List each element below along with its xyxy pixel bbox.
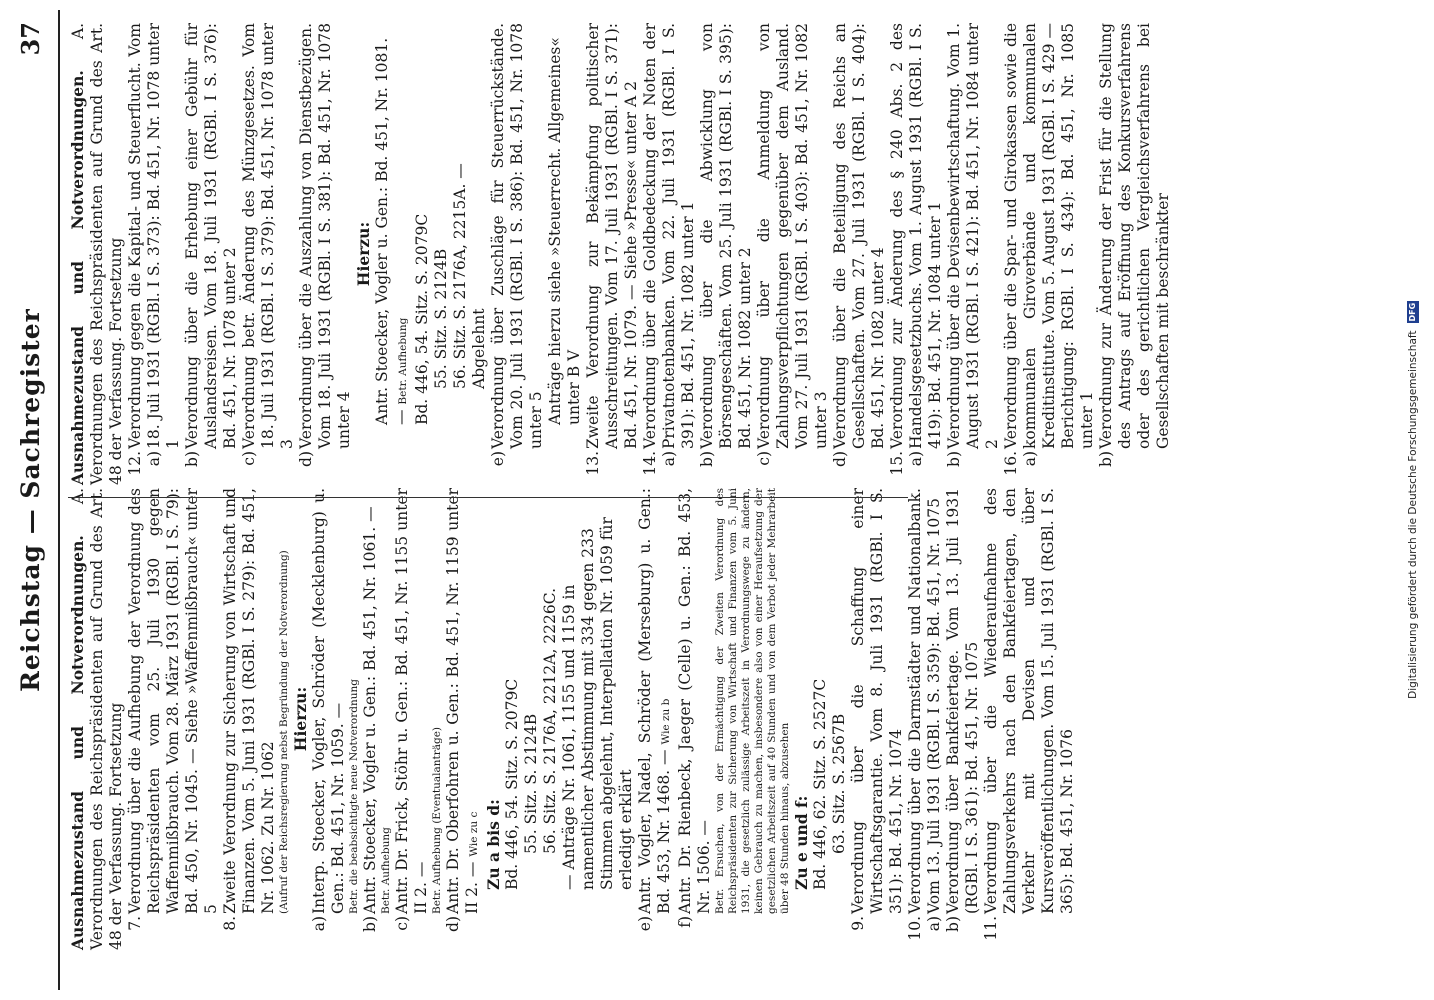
index-entry [297, 23, 354, 485]
entry-letter: e) [489, 451, 507, 467]
entry-letter: c) [393, 916, 411, 931]
hierzu-label: Hierzu: [354, 221, 373, 287]
session-reference: 55. Sitz. S. 2124B [522, 713, 540, 854]
entry-text: Verordnung über die Spar- und Girokassen sowie die kommunalen Giroverbände und kommunalen Kreditinstitute. Vom 5. August 1931 (RGBl. I S. 429 — Berichtigung: RGBl. I S. 434): Bd. 451, Nr. 1085 unter 1 [1002, 23, 1096, 449]
index-subentry [310, 488, 361, 950]
entry-text: Verordnung über die Darmstädter und Nationalbank. Vom 13. Juli 1931 (RGBl. I S. 359): Bd. 451, Nr. 1075 [906, 488, 943, 914]
index-entry [240, 23, 297, 485]
index-entry [221, 488, 291, 950]
index-subentry [361, 488, 393, 950]
index-entry [126, 23, 183, 485]
section-title: Ausnahmezustand und Notverordnungen. [68, 70, 87, 485]
entry-number: 15. a) [888, 451, 925, 476]
section-title: Ausnahmezustand und Notverordnungen. [68, 535, 87, 950]
index-entry [698, 23, 755, 485]
entry-note: Wie zu c [468, 811, 480, 857]
session-reference: 56. Sitz. S. 2176A, 2215A. — [451, 163, 469, 389]
hierzu-label: Hierzu: [291, 686, 310, 752]
entry-text: Verordnung über die Auszahlung von Dienstbezügen. Vom 18. Juli 1931 (RGBl. I S. 381): Bd. 451, Nr. 1078 unter 4 [297, 23, 353, 449]
index-entry [888, 23, 945, 485]
index-subentry [676, 488, 792, 950]
entry-number: 14. a) [641, 451, 678, 476]
entry-text: Verordnung über die Devisenbewirtschaftung. Vom 1. August 1931 (RGBl. I S. 421): Bd. 451, Nr. 1084 unter 2 [945, 23, 1001, 449]
index-entry [489, 23, 546, 485]
group-label: Zu a bis d: [484, 799, 503, 890]
credit-text: Digitalisierung gefördert durch die Deutsche Forschungsgemeinschaft [1407, 330, 1419, 699]
index-entry [126, 488, 221, 950]
index-entry [945, 23, 1002, 485]
index-subentry [636, 488, 676, 950]
entry-letter: d) [297, 451, 315, 467]
entry-letter: b) [361, 916, 379, 932]
entry-text: Antr. Vogler, Nadel, Schröder (Merseburg) u. Gen.: Bd. 453, Nr. 1468. — [636, 488, 673, 914]
entry-letter: b) [698, 451, 716, 467]
index-subentry [393, 488, 444, 950]
entry-letter: d) [831, 451, 849, 467]
session-result: — Anträge Nr. 1061, 1155 und 1159 in namentlicher Abstimmung mit 334 gegen 233 Stimmen abgelehnt, Interpellation Nr. 1059 für erledigt erklärt [560, 517, 635, 890]
index-entry [1097, 23, 1173, 485]
session-result: Abgelehnt [470, 308, 488, 389]
entry-text: Verordnung zur Änderung der Frist für die Stellung des Antrags auf Eröffnung des Konkursverfahrens oder des gerichtlichen Vergleichsverfahrens bei Gesellschaften mit beschränkter [1097, 23, 1172, 449]
entry-note: Betr. Aufhebung (Eventualanträge) [431, 726, 443, 914]
motion-reference: Antr. Stoecker, Vogler u. Gen.: Bd. 451, Nr. 1081. — [373, 37, 410, 425]
entry-letter: b) [945, 451, 963, 467]
entry-number: 8. [221, 916, 239, 931]
entry-text: Zweite Verordnung zur Bekämpfung politischer Ausschreitungen. Vom 17. Juli 1931 (RGBl. I S. 371): Bd. 451, Nr. 1079. — Siehe »Presse« unter A 2 [584, 23, 640, 449]
session-reference: Bd. 446, 54. Sitz. S. 2079C [413, 213, 431, 425]
entry-note: Betr. die beabsichtigte neue Notverordnung [348, 679, 360, 914]
entry-text: Verordnung über die Erhebung einer Gebühr für Auslandsreisen. Vom 18. Juli 1931 (RGBl. I S. 376): Bd. 451, Nr. 1078 unter 2 [183, 23, 239, 449]
entry-letter: b) [1097, 451, 1115, 467]
entry-text: Antr. Dr. Frick, Stöhr u. Gen.: Bd. 451, Nr. 1155 unter II 2. — [393, 488, 430, 914]
index-entry [641, 23, 698, 485]
entry-letter: c) [240, 451, 258, 466]
entry-text: Verordnung über die Wiederaufnahme des Zahlungsverkehrs nach den Bankfeiertagen, den Verkehr mit Devisen und über Kursveröffentlichungen. Vom 15. Juli 1931 (RGBl. I S. 365): Bd. 451, Nr. 1076 [982, 488, 1076, 914]
entry-letter: f) [676, 916, 694, 928]
digitization-credit [1407, 0, 1419, 1000]
entry-letter: a) [310, 916, 328, 932]
index-entry [849, 488, 906, 950]
entry-number: 10. a) [906, 916, 943, 941]
entry-text: Interp. Stoecker, Vogler, Schröder (Mecklenburg) u. Gen.: Bd. 451, Nr. 1059. — [310, 488, 347, 914]
entry-number: 12. a) [126, 451, 163, 476]
page-number: 37 [16, 22, 45, 56]
index-subentry [444, 488, 484, 950]
entry-note: Betr. Ersuchen, von der Ermächtigung der Zweiten Verordnung des Reichspräsidenten zur Sicherung von Wirtschaft und Finanzen vom 5. Juni 1931, die gesetzlich zulässige Arbeitszeit in Verordnungswege zu ändern, keinen Gebrauch zu machen, insbesondere also von einer Heraufsetzung der gesetzlichen Arbeitszeit auf 40 Stunden und von dem Verbot jeder Mehrarbeit über 48 Stunden hinaus, abzusehen [714, 488, 791, 914]
entry-text: Verordnung über Zuschläge für Steuerrückstände. Vom 20. Juli 1931 (RGBl. I S. 386): Bd. 451, Nr. 1078 unter 5 [489, 23, 545, 449]
left-column [68, 488, 1077, 950]
index-entry [982, 488, 1077, 950]
entry-text: Verordnung zur Änderung des § 240 Abs. 2 des Handelsgesetzbuchs. Vom 1. August 1931 (RGBl. I S. 419): Bd. 451, Nr. 1084 unter 1 [888, 23, 944, 449]
entry-text: Verordnung gegen die Kapital- und Steuerflucht. Vom 18. Juli 1931 (RGBl. I S. 373): Bd. 451, Nr. 1078 unter 1 [126, 23, 182, 449]
entry-number: 7. [126, 916, 144, 931]
motion-note: Betr. Aufhebung [397, 317, 409, 405]
session-reference: 56. Sitz. S. 2176A, 2212A, 2226C. [541, 588, 559, 854]
cross-reference: Anträge hierzu siehe »Steuerrecht. Allgemeines« unter B V [546, 37, 583, 425]
section-heading [68, 23, 126, 485]
entry-number: 11. [982, 916, 1000, 941]
entry-text: Antr. Dr. Rienbeck, Jaeger (Celle) u. Gen.: Bd. 453, Nr. 1506. — [676, 488, 713, 914]
entry-text: Zweite Verordnung zur Sicherung von Wirtschaft und Finanzen. Vom 5. Juni 1931 (RGBl. I S. 279): Bd. 451, Nr. 1062. Zu Nr. 1062 [221, 488, 277, 914]
entry-note: Wie zu b [660, 698, 672, 745]
index-entry [944, 488, 982, 950]
index-entry [1002, 23, 1097, 485]
entry-text: Verordnung über Bankfeiertage. Vom 13. Juli 1931 (RGBl. I S. 361): Bd. 451, Nr. 1075 [944, 488, 981, 914]
index-entry [183, 23, 240, 485]
entry-number: 13. [584, 451, 602, 476]
motion-text [373, 23, 413, 485]
entry-text: Antr. Dr. Oberfohren u. Gen.: Bd. 451, Nr. 1159 unter II 2. — [444, 488, 481, 914]
section-subtitle: A. Verordnungen des Reichspräsidenten auf Grund des Art. 48 der Verfassung. Fortsetzung [69, 488, 125, 950]
session-reference: Bd. 446, 62. Sitz. S. 2527C [811, 678, 829, 890]
entry-text: Verordnung über die Goldbedeckung der Noten der Privatnotenbanken. Vom 22. Juli 1931 (RGBl. I S. 391): Bd. 451, Nr. 1082 unter 1 [641, 23, 697, 449]
entry-letter: d) [444, 916, 462, 932]
dfg-logo-icon: DFG [1408, 302, 1417, 322]
page-header [0, 0, 60, 1000]
entry-text: Antr. Stoecker, Vogler u. Gen.: Bd. 451, Nr. 1061. — [361, 506, 379, 914]
running-title: Reichstag — Sachregister [16, 308, 45, 692]
entry-letter: e) [636, 916, 654, 932]
entry-letter: b) [183, 451, 201, 467]
section-subtitle: A. Verordnungen des Reichspräsidenten auf Grund des Art. 48 der Verfassung. Fortsetzung [69, 23, 125, 485]
column-divider [68, 497, 908, 498]
index-entry [831, 23, 888, 485]
entry-letter: b) [944, 916, 962, 932]
index-entry [906, 488, 944, 950]
header-rule [58, 10, 60, 990]
index-entry [584, 23, 641, 485]
entry-text: Verordnung über die Beteiligung des Reichs an Gesellschaften. Vom 27. Juli 1931 (RGBl. I S. 404): Bd. 451, Nr. 1082 unter 4 [831, 23, 887, 449]
group-label: Zu e und f: [792, 795, 811, 890]
session-reference: 63. Sitz. S. 2567B [830, 713, 848, 854]
entry-number: 9. [849, 916, 867, 931]
entry-letter: c) [755, 451, 773, 466]
section-heading [68, 488, 126, 950]
index-entry [755, 23, 831, 485]
entry-text: Verordnung über die Anmeldung von Zahlungsverpflichtungen gegenüber dem Ausland. Vom 27. Juli 1931 (RGBl. I S. 403): Bd. 451, Nr. 1082 unter 3 [755, 23, 830, 449]
session-reference: Bd. 446, 54. Sitz. S. 2079C [503, 678, 521, 890]
entry-text: Verordnung über die Abwicklung von Börsengeschäften. Vom 25. Juli 1931 (RGBl. I S. 395): Bd. 451, Nr. 1082 unter 2 [698, 23, 754, 449]
entry-number: 16. a) [1002, 451, 1039, 476]
entry-text: Verordnung über die Schaffung einer Wirtschaftsgarantie. Vom 8. Juli 1931 (RGBl. I S. 351): Bd. 451, Nr. 1074 [849, 488, 905, 914]
right-column [68, 23, 1173, 485]
entry-text: Verordnung betr. Änderung des Münzgesetzes. Vom 18. Juli 1931 (RGBl. I S. 379): Bd. 451, Nr. 1078 unter 3 [240, 23, 296, 449]
entry-note: Betr. Aufhebung [380, 827, 392, 914]
session-reference: 55. Sitz. S. 2124B [432, 248, 450, 389]
entry-text: Verordnung über die Aufhebung der Verordnung des Reichspräsidenten vom 25. Juli 1930 gegen Waffenmißbrauch. Vom 28. März 1931 (RGBl. I S. 79): Bd. 450, Nr. 1045. — Siehe »Waffenmißbrauch« unter 5 [126, 488, 220, 914]
entry-note: (Aufruf der Reichsregierung nebst Begründung der Notverordnung) [278, 550, 290, 914]
